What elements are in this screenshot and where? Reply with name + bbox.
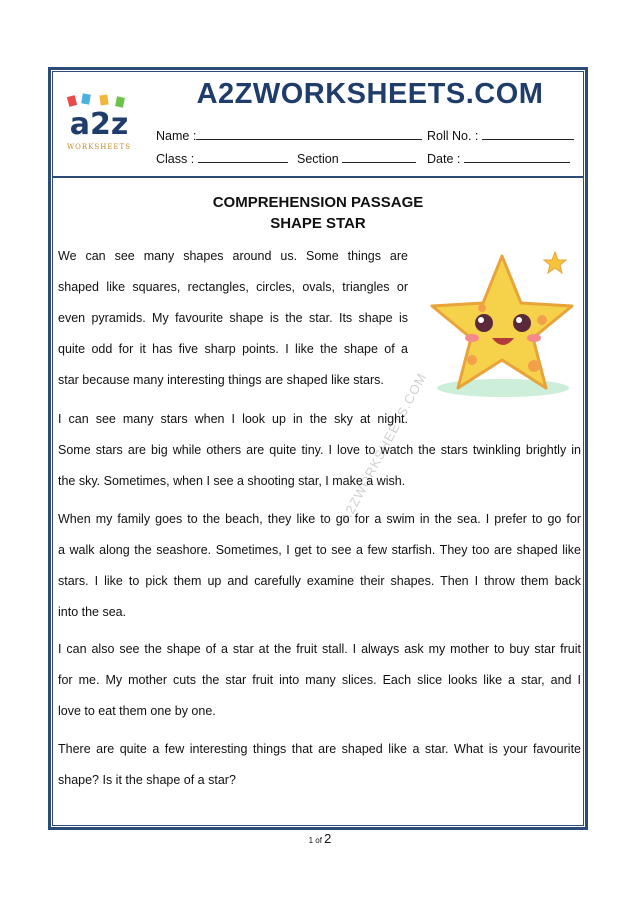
- name-field[interactable]: [156, 128, 422, 143]
- paragraph-line: for me. My mother cuts the star fruit into many slices. Each slice looks like a star, and I: [58, 673, 581, 687]
- watermark: A2ZWORKSHEETS.COM: [337, 370, 430, 525]
- paragraph-line: even pyramids. My favourite shape is the star. Its shape is: [58, 311, 408, 325]
- class-label: Class :: [156, 152, 195, 166]
- paragraph-5: [58, 734, 581, 796]
- logo-subtext: WORKSHEETS: [66, 143, 132, 151]
- page-prefix: 1 of: [308, 836, 322, 845]
- class-field[interactable]: [156, 151, 288, 166]
- paragraph-line: shaped like squares, rectangles, circles, ovals, triangles or: [58, 280, 408, 294]
- section-field[interactable]: [297, 151, 416, 166]
- paragraph-line: Some stars are big while others are quite tiny. I love to watch the stars twinkling brightly in: [58, 443, 581, 457]
- date-field[interactable]: [427, 151, 570, 166]
- paragraph-1: [58, 241, 408, 396]
- paragraph-line: quite odd for it has five sharp points. I like the shape of a: [58, 342, 408, 356]
- paragraph-line: a walk along the seashore. Sometimes, I get to see a few starfish. They too are shaped like: [58, 543, 581, 557]
- paragraph-line: love to eat them one by one.: [58, 704, 216, 718]
- date-label: Date :: [427, 152, 461, 166]
- section-line[interactable]: [342, 151, 416, 163]
- date-line[interactable]: [464, 151, 570, 163]
- passage-heading: COMPREHENSION PASSAGE: [212, 194, 424, 211]
- paragraph-line: There are quite a few interesting things that are shaped like a star. What is your favourite: [58, 742, 581, 756]
- name-label: Name :: [156, 129, 197, 143]
- section-label: Section: [297, 152, 339, 166]
- passage-title: SHAPE STAR: [270, 215, 366, 232]
- paragraph-line: the sky. Sometimes, when I see a shooting star, I make a wish.: [58, 474, 406, 488]
- paragraph-line: I can also see the shape of a star at the fruit stall. I always ask my mother to buy star fruit: [58, 642, 581, 656]
- paragraph-line: When my family goes to the beach, they like to go for a swim in the sea. I prefer to go for: [58, 512, 581, 526]
- paragraph-line: shape? Is it the shape of a star?: [58, 773, 236, 787]
- paragraph-4: [58, 634, 581, 727]
- paragraph-line: into the sea.: [58, 605, 127, 619]
- name-line[interactable]: [196, 128, 422, 140]
- page-number: [0, 831, 640, 846]
- logo-letters: a2z: [69, 107, 129, 142]
- class-line[interactable]: [198, 151, 288, 163]
- roll-field[interactable]: [427, 128, 574, 143]
- paragraph-2: [58, 404, 581, 497]
- paragraph-3: [58, 504, 581, 628]
- star-illustration: [424, 248, 582, 406]
- paragraph-line: stars. I like to pick them up and carefully examine their shapes. Then I throw them back: [58, 574, 581, 588]
- paragraph-line: I can see many stars when I look up in the sky at night.: [58, 412, 408, 426]
- roll-label: Roll No. :: [427, 129, 479, 143]
- header-divider: [52, 176, 584, 178]
- paragraph-line: star because many interesting things are shaped like stars.: [58, 373, 384, 387]
- paragraph-line: We can see many shapes around us. Some things are: [58, 249, 408, 263]
- page-total: 2: [324, 831, 332, 846]
- a2z-logo: [58, 92, 140, 154]
- site-title: A2ZWORKSHEETS.COM: [196, 78, 544, 110]
- roll-line[interactable]: [482, 128, 574, 140]
